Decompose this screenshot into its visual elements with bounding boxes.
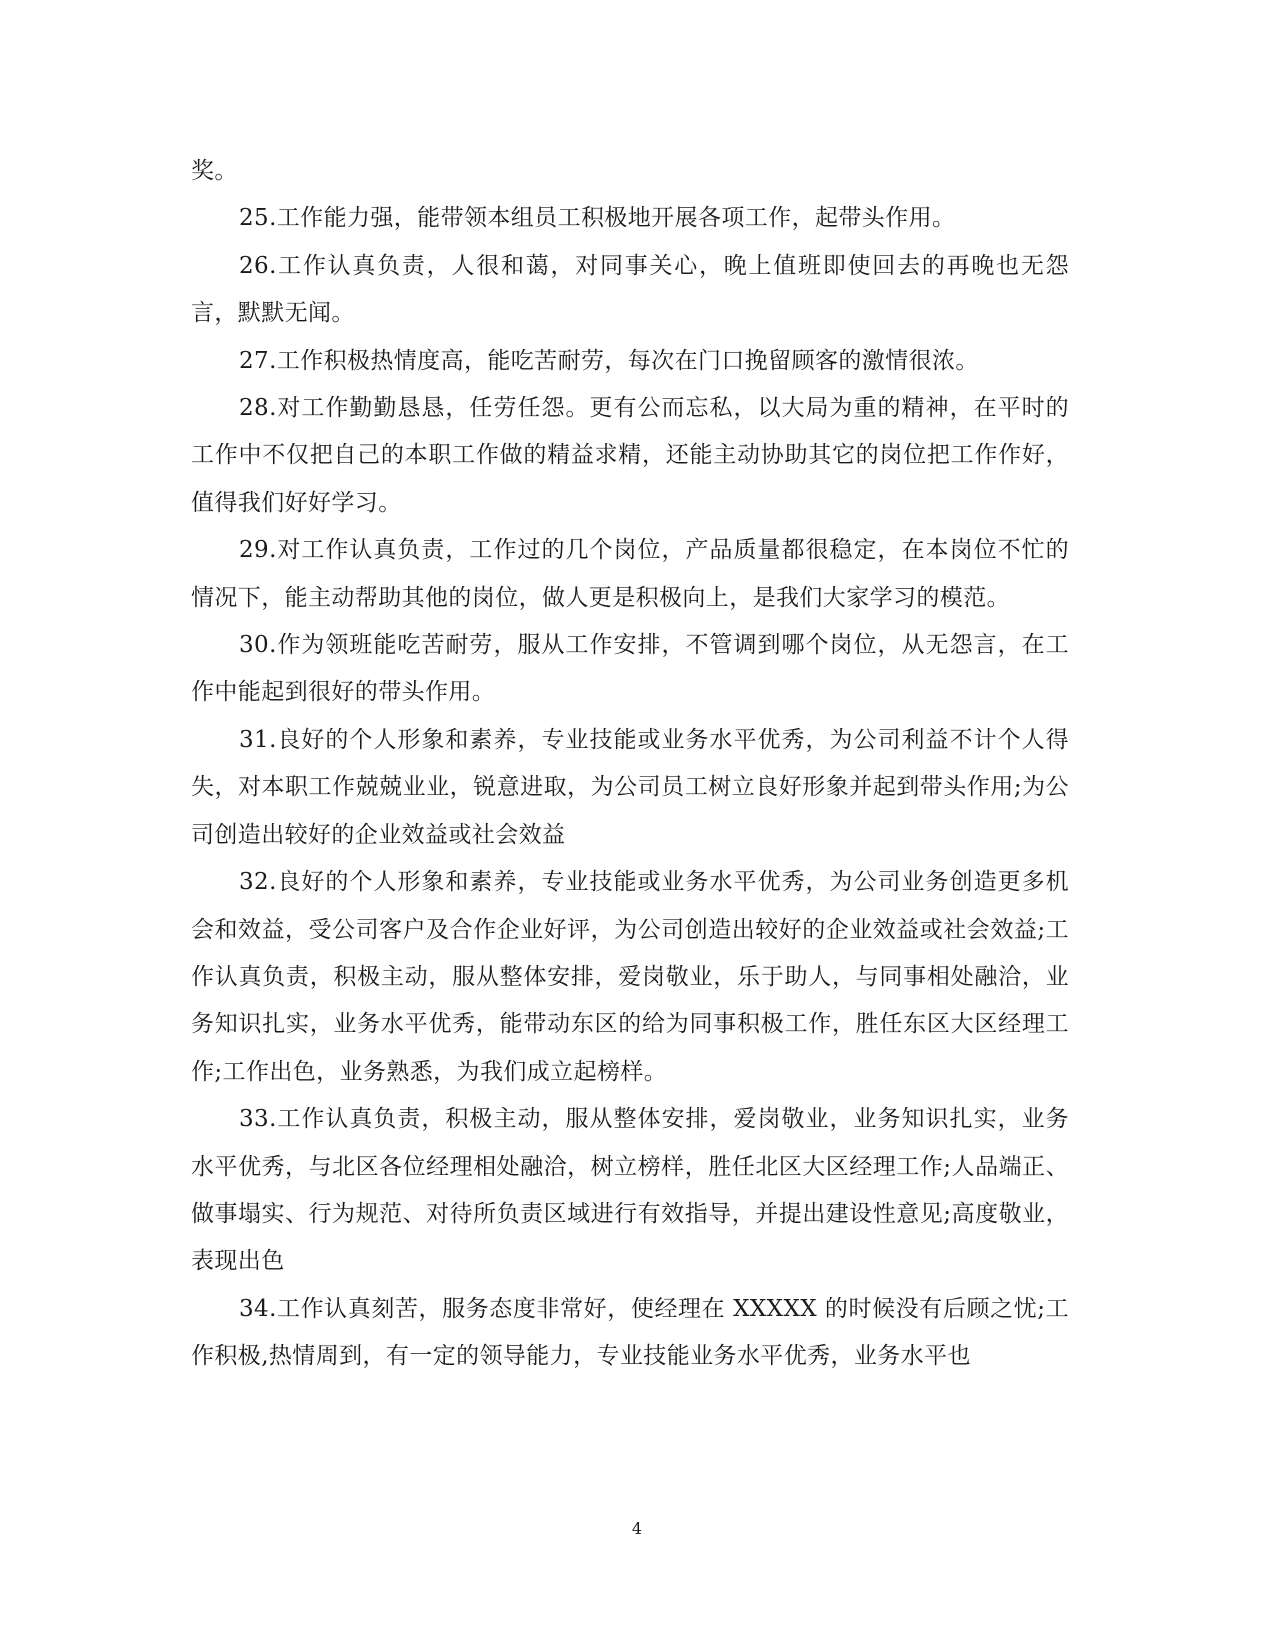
paragraph: 29.对工作认真负责，工作过的几个岗位，产品质量都很稳定，在本岗位不忙的情况下，能主动帮助其他的岗位，做人更是积极向上，是我们大家学习的模范。: [191, 537, 1069, 611]
page-number: 4: [631, 1519, 643, 1538]
paragraph: 30.作为领班能吃苦耐劳，服从工作安排，不管调到哪个岗位，从无怨言，在工作中能起到很好的带头作用。: [191, 632, 1069, 706]
paragraph: 27.工作积极热情度高，能吃苦耐劳，每次在门口挽留顾客的激情很浓。: [239, 347, 979, 374]
paragraph: 32.良好的个人形象和素养，专业技能或业务水平优秀，为公司业务创造更多机会和效益，受公司客户及合作企业好评，为公司创造出较好的企业效益或社会效益;工作认真负责，积极主动，服从整体安排，爱岗敬业，乐于助人，与同事相处融洽，业务知识扎实，业务水平优秀，能带动东区的给为同事积极工作，胜任东区大区经理工作;工作出色，业务熟悉，为我们成立起榜样。: [191, 869, 1069, 1085]
paragraph: 28.对工作勤勤恳恳，任劳任怨。更有公而忘私，以大局为重的精神，在平时的工作中不仅把自己的本职工作做的精益求精，还能主动协助其它的岗位把工作作好，值得我们好好学习。: [191, 395, 1069, 516]
document-body: [191, 148, 1069, 1381]
paragraph: 31.良好的个人形象和素养，专业技能或业务水平优秀，为公司利益不计个人得失，对本职工作兢兢业业，锐意进取，为公司员工树立良好形象并起到带头作用;为公司创造出较好的企业效益或社会效益: [191, 726, 1069, 848]
paragraph: 25.工作能力强，能带领本组员工积极地开展各项工作，起带头作用。: [239, 205, 956, 232]
paragraph: 26.工作认真负责，人很和蔼，对同事关心，晚上值班即使回去的再晚也无怨言，默默无闻。: [191, 252, 1069, 327]
paragraph: 奖。: [191, 158, 238, 184]
paragraph: 33.工作认真负责，积极主动，服从整体安排，爱岗敬业，业务知识扎实，业务水平优秀，与北区各位经理相处融洽，树立榜样，胜任北区大区经理工作;人品端正、做事塌实、行为规范、对待所负责区域进行有效指导，并提出建设性意见;高度敬业，表现出色: [191, 1106, 1069, 1275]
paragraph: 34.工作认真刻苦，服务态度非常好，使经理在 XXXXX 的时候没有后顾之忧;工作积极,热情周到，有一定的领导能力，专业技能业务水平优秀，业务水平也: [191, 1295, 1069, 1370]
